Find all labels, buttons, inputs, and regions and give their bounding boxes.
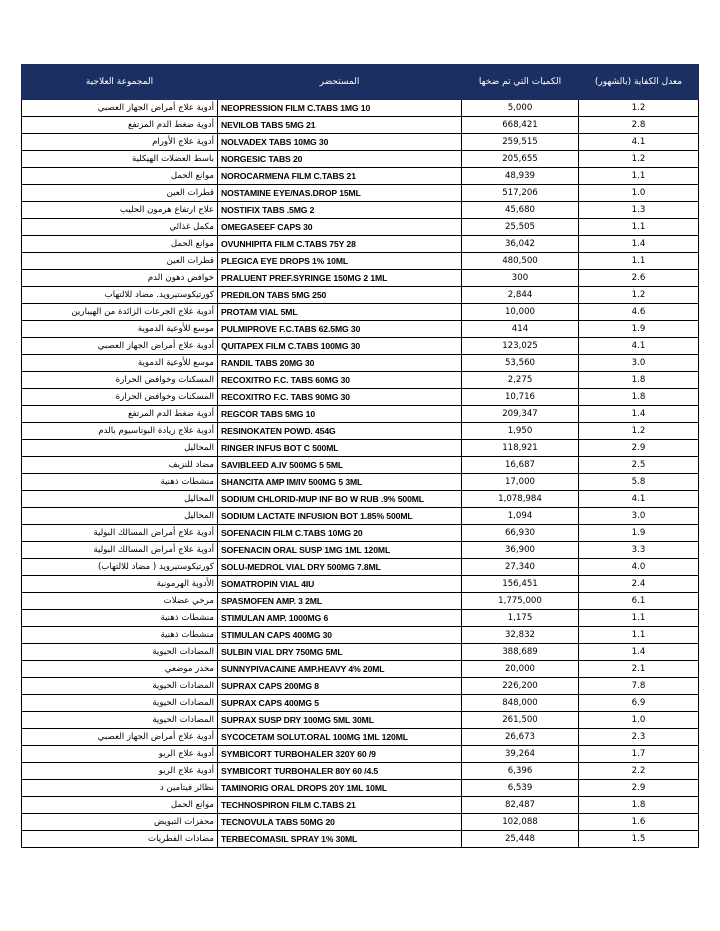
row-category: أدوية علاج زيادة البوتاسيوم بالدم [22,423,218,440]
row-drug: SAVIBLEED A.IV 500MG 5 5ML [218,457,462,474]
table-row [22,202,699,219]
row-category: مرخي عضلات [22,593,218,610]
header-quantity: الكميات التي تم ضخها [462,65,579,100]
row-category: مضاد للنزيف [22,457,218,474]
table-row [22,695,699,712]
table-row [22,389,699,406]
row-category: منشطات ذهنية [22,474,218,491]
table-row [22,134,699,151]
row-quantity: 300 [462,270,579,287]
table-row [22,610,699,627]
row-quantity: 668,421 [462,117,579,134]
row-drug: PULMIPROVE F.C.TABS 62.5MG 30 [218,321,462,338]
row-drug: NOROCARMENA FILM C.TABS 21 [218,168,462,185]
row-quantity: 10,716 [462,389,579,406]
row-category: أدوية علاج الأورام [22,134,218,151]
row-category: أدوية علاج أمراض الجهاز العصبي [22,100,218,117]
row-months: 1.5 [579,831,699,848]
row-drug: RECOXITRO F.C. TABS 60MG 30 [218,372,462,389]
row-drug: TECHNOSPIRON FILM C.TABS 21 [218,797,462,814]
row-category: مخدر موضعي [22,661,218,678]
table-row [22,287,699,304]
table-row [22,678,699,695]
row-category: المضادات الحيوية [22,644,218,661]
table-row [22,253,699,270]
row-months: 6.9 [579,695,699,712]
row-quantity: 1,078,984 [462,491,579,508]
row-months: 1.8 [579,797,699,814]
row-quantity: 414 [462,321,579,338]
row-drug: SUPRAX SUSP DRY 100MG 5ML 30ML [218,712,462,729]
row-drug: REGCOR TABS 5MG 10 [218,406,462,423]
table-row [22,814,699,831]
table-row [22,508,699,525]
table-row [22,491,699,508]
table-row [22,406,699,423]
row-category: نظائر فيتامين د [22,780,218,797]
row-drug: SYCOCETAM SOLUT.ORAL 100MG 1ML 120ML [218,729,462,746]
row-category: باسط العضلات الهيكلية [22,151,218,168]
row-months: 1.2 [579,100,699,117]
row-drug: NORGESIC TABS 20 [218,151,462,168]
row-drug: NOLVADEX TABS 10MG 30 [218,134,462,151]
row-drug: NOSTIFIX TABS .5MG 2 [218,202,462,219]
table-row [22,729,699,746]
row-category: المسكنات وخوافض الحرارة [22,372,218,389]
row-category: أدوية علاج أمراض المسالك البولية [22,525,218,542]
row-quantity: 480,500 [462,253,579,270]
row-category: أدوية علاج أمراض الجهاز العصبي [22,729,218,746]
table-header-row [22,65,699,100]
row-months: 1.2 [579,423,699,440]
row-quantity: 848,000 [462,695,579,712]
row-quantity: 5,000 [462,100,579,117]
row-quantity: 2,275 [462,372,579,389]
row-quantity: 6,539 [462,780,579,797]
row-drug: PLEGICA EYE DROPS 1% 10ML [218,253,462,270]
row-drug: RINGER INFUS BOT C 500ML [218,440,462,457]
row-months: 2.1 [579,661,699,678]
row-months: 5.8 [579,474,699,491]
row-category: موسع للأوعية الدموية [22,321,218,338]
row-quantity: 26,673 [462,729,579,746]
row-months: 1.9 [579,321,699,338]
row-months: 1.8 [579,389,699,406]
row-category: الأدوية الهرمونية [22,576,218,593]
table-row [22,831,699,848]
row-drug: SOFENACIN FILM C.TABS 10MG 20 [218,525,462,542]
row-drug: SODIUM LACTATE INFUSION BOT 1.85% 500ML [218,508,462,525]
row-quantity: 226,200 [462,678,579,695]
row-quantity: 48,939 [462,168,579,185]
table-row [22,712,699,729]
row-months: 1.6 [579,814,699,831]
table-row [22,797,699,814]
row-category: أدوية علاج الربو [22,746,218,763]
row-quantity: 39,264 [462,746,579,763]
table-row [22,219,699,236]
row-quantity: 205,655 [462,151,579,168]
table-row [22,304,699,321]
row-category: كورتيكوستيرويد ( مضاد للالتهاب) [22,559,218,576]
row-quantity: 2,844 [462,287,579,304]
row-quantity: 209,347 [462,406,579,423]
table-row [22,321,699,338]
row-quantity: 102,088 [462,814,579,831]
row-quantity: 1,094 [462,508,579,525]
row-drug: SUPRAX CAPS 200MG 8 [218,678,462,695]
row-category: المسكنات وخوافض الحرارة [22,389,218,406]
row-months: 4.1 [579,134,699,151]
row-category: منشطات ذهنية [22,610,218,627]
table-row [22,661,699,678]
row-category: قطرات العين [22,185,218,202]
row-drug: TECNOVULA TABS 50MG 20 [218,814,462,831]
row-quantity: 1,775,000 [462,593,579,610]
row-months: 1.8 [579,372,699,389]
row-drug: RANDIL TABS 20MG 30 [218,355,462,372]
row-months: 1.7 [579,746,699,763]
row-drug: NEOPRESSION FILM C.TABS 1MG 10 [218,100,462,117]
row-months: 1.0 [579,185,699,202]
header-drug: المستحضر [218,65,462,100]
table-row [22,559,699,576]
header-months: معدل الكفاية (بالشهور) [579,65,699,100]
row-months: 1.1 [579,219,699,236]
row-months: 1.4 [579,644,699,661]
row-months: 6.1 [579,593,699,610]
table-row [22,644,699,661]
row-category: موانع الحمل [22,236,218,253]
row-drug: SPASMOFEN AMP. 3 2ML [218,593,462,610]
row-months: 3.3 [579,542,699,559]
row-months: 2.6 [579,270,699,287]
row-category: المحاليل [22,440,218,457]
row-quantity: 36,900 [462,542,579,559]
table-row [22,185,699,202]
row-drug: SUPRAX CAPS 400MG 5 [218,695,462,712]
row-category: المحاليل [22,508,218,525]
table-row [22,746,699,763]
row-months: 2.9 [579,440,699,457]
row-quantity: 45,680 [462,202,579,219]
drug-supply-table [21,64,699,848]
row-quantity: 261,500 [462,712,579,729]
row-quantity: 16,687 [462,457,579,474]
row-months: 2.4 [579,576,699,593]
table-row [22,542,699,559]
row-months: 2.3 [579,729,699,746]
row-months: 4.1 [579,338,699,355]
table-row [22,372,699,389]
row-months: 7.8 [579,678,699,695]
row-drug: SULBIN VIAL DRY 750MG 5ML [218,644,462,661]
row-months: 2.2 [579,763,699,780]
table-row [22,576,699,593]
row-quantity: 259,515 [462,134,579,151]
row-quantity: 20,000 [462,661,579,678]
row-drug: OVUNHIPITA FILM C.TABS 75Y 28 [218,236,462,253]
row-months: 1.9 [579,525,699,542]
table-row [22,457,699,474]
row-quantity: 66,930 [462,525,579,542]
row-quantity: 1,175 [462,610,579,627]
row-months: 1.0 [579,712,699,729]
row-months: 4.0 [579,559,699,576]
row-drug: QUITAPEX FILM C.TABS 100MG 30 [218,338,462,355]
row-drug: SUNNYPIVACAINE AMP.HEAVY 4% 20ML [218,661,462,678]
row-drug: STIMULAN AMP. 1000MG 6 [218,610,462,627]
row-quantity: 388,689 [462,644,579,661]
row-drug: SHANCITA AMP IM/IV 500MG 5 3ML [218,474,462,491]
row-quantity: 6,396 [462,763,579,780]
row-category: أدوية علاج أمراض الجهاز العصبي [22,338,218,355]
row-category: محفزات التبويض [22,814,218,831]
row-drug: PROTAM VIAL 5ML [218,304,462,321]
row-category: خوافض دهون الدم [22,270,218,287]
row-category: موانع الحمل [22,797,218,814]
row-category: كورتيكوستيرويد. مضاد للالتهاب [22,287,218,304]
row-months: 1.4 [579,236,699,253]
row-quantity: 1,950 [462,423,579,440]
row-drug: SYMBICORT TURBOHALER 320Y 60 /9 [218,746,462,763]
table-row [22,525,699,542]
row-category: مكمل غذائي [22,219,218,236]
row-months: 1.1 [579,610,699,627]
table-row [22,763,699,780]
row-category: المضادات الحيوية [22,678,218,695]
row-months: 2.9 [579,780,699,797]
row-category: أدوية علاج الربو [22,763,218,780]
row-quantity: 25,505 [462,219,579,236]
row-months: 4.1 [579,491,699,508]
row-quantity: 123,025 [462,338,579,355]
row-months: 4.6 [579,304,699,321]
table-row [22,168,699,185]
row-quantity: 25,448 [462,831,579,848]
table-row [22,780,699,797]
table-row [22,338,699,355]
row-months: 3.0 [579,355,699,372]
row-drug: SOMATROPIN VIAL 4IU [218,576,462,593]
table-row [22,593,699,610]
table-row [22,151,699,168]
table-row [22,355,699,372]
row-drug: PRALUENT PREF.SYRINGE 150MG 2 1ML [218,270,462,287]
table-row [22,270,699,287]
row-quantity: 27,340 [462,559,579,576]
row-drug: PREDILON TABS 5MG 250 [218,287,462,304]
table-body [22,100,699,848]
row-quantity: 32,832 [462,627,579,644]
row-quantity: 10,000 [462,304,579,321]
row-drug: SODIUM CHLORID-MUP INF BO W RUB .9% 500ML [218,491,462,508]
row-category: أدوية علاج أمراض المسالك البولية [22,542,218,559]
row-months: 1.1 [579,168,699,185]
row-category: أدوية ضغط الدم المرتفع [22,406,218,423]
table-row [22,423,699,440]
row-drug: OMEGASEEF CAPS 30 [218,219,462,236]
row-category: أدوية ضغط الدم المرتفع [22,117,218,134]
row-quantity: 156,451 [462,576,579,593]
row-quantity: 82,487 [462,797,579,814]
table-row [22,100,699,117]
row-drug: NEVILOB TABS 5MG 21 [218,117,462,134]
table-row [22,627,699,644]
row-months: 2.8 [579,117,699,134]
row-category: المحاليل [22,491,218,508]
row-drug: SOFENACIN ORAL SUSP 1MG 1ML 120ML [218,542,462,559]
row-months: 1.3 [579,202,699,219]
row-category: أدوية علاج الجرعات الزائدة من الهيبارين [22,304,218,321]
row-quantity: 53,560 [462,355,579,372]
row-category: المضادات الحيوية [22,712,218,729]
row-category: موانع الحمل [22,168,218,185]
row-drug: SOLU-MEDROL VIAL DRY 500MG 7.8ML [218,559,462,576]
row-category: منشطات ذهنية [22,627,218,644]
row-category: المضادات الحيوية [22,695,218,712]
row-quantity: 517,206 [462,185,579,202]
row-drug: TAMINORIG ORAL DROPS 20Y 1ML 10ML [218,780,462,797]
row-drug: NOSTAMINE EYE/NAS.DROP 15ML [218,185,462,202]
row-category: موسع للأوعية الدموية [22,355,218,372]
row-drug: STIMULAN CAPS 400MG 30 [218,627,462,644]
table-row [22,117,699,134]
table-row [22,474,699,491]
row-drug: TERBECOMASIL SPRAY 1% 30ML [218,831,462,848]
row-quantity: 17,000 [462,474,579,491]
row-drug: RESINOKATEN POWD. 454G [218,423,462,440]
row-quantity: 36,042 [462,236,579,253]
row-drug: SYMBICORT TURBOHALER 80Y 60 /4.5 [218,763,462,780]
row-months: 1.1 [579,627,699,644]
table-row [22,236,699,253]
row-months: 1.1 [579,253,699,270]
row-months: 1.2 [579,151,699,168]
row-category: مضادات الفطريات [22,831,218,848]
row-quantity: 118,921 [462,440,579,457]
row-months: 3.0 [579,508,699,525]
row-category: قطرات العين [22,253,218,270]
row-category: علاج ارتفاع هرمون الحليب [22,202,218,219]
row-months: 1.4 [579,406,699,423]
header-category: المجموعة العلاجية [22,65,218,100]
table-row [22,440,699,457]
row-months: 1.2 [579,287,699,304]
row-drug: RECOXITRO F.C. TABS 90MG 30 [218,389,462,406]
row-months: 2.5 [579,457,699,474]
